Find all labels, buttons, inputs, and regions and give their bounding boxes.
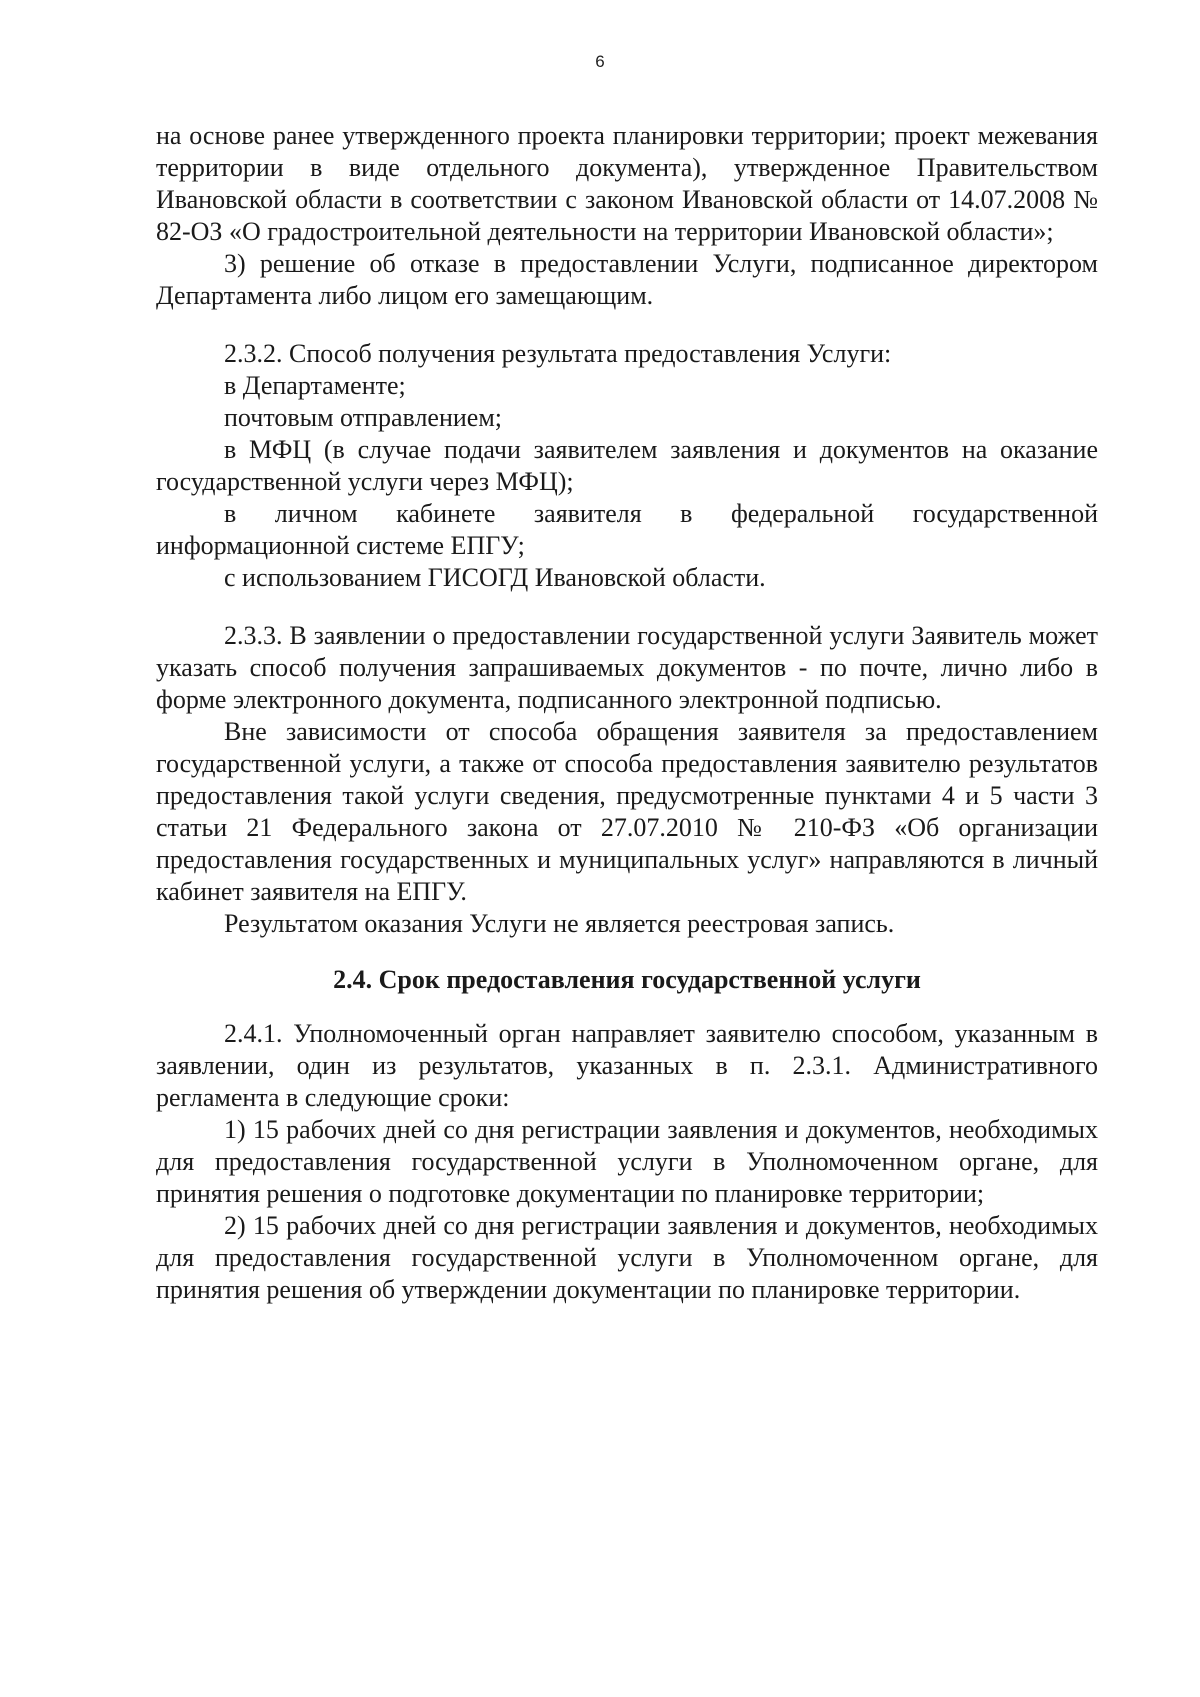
document-body (156, 120, 1098, 1306)
list-item-epgu: в личном кабинете заявителя в федеральной государственной информационной системе ЕПГУ; (156, 499, 1098, 560)
paragraph-approval-continuation: на основе ранее утвержденного проекта планировки территории; проект межевания территории в виде отдельного документа), утвержденное Правительством Ивановской области в соответствии с законом Ивановской области от 14.07.2008 № 82-ОЗ «О градостроительной деятельности на территории Ивановской области»; (156, 121, 1098, 246)
list-item-post: почтовым отправлением; (224, 403, 503, 432)
list-item-term-1: 1) 15 рабочих дней со дня регистрации заявления и документов, необходимых для предоставления государственной услуги в Уполномоченном органе, для принятия решения о подготовке документации по планировке территории; (156, 1115, 1098, 1208)
page-number: 6 (595, 52, 605, 71)
list-item-term-2: 2) 15 рабочих дней со дня регистрации заявления и документов, необходимых для предоставления государственной услуги в Уполномоченном органе, для принятия решения об утверждении документации по планировке территории. (156, 1211, 1098, 1304)
section-heading-2-4: 2.4. Срок предоставления государственной услуги (333, 965, 921, 994)
list-item-gisogd: с использованием ГИСОГД Ивановской области. (224, 563, 766, 592)
paragraph-registry-note: Результатом оказания Услуги не является реестровая запись. (224, 909, 895, 938)
paragraph-2-3-2: 2.3.2. Способ получения результата предоставления Услуги: (224, 339, 892, 368)
paragraph-refusal-decision: 3) решение об отказе в предоставлении Услуги, подписанное директором Департамента либо лицом его замещающим. (156, 249, 1098, 310)
paragraph-2-4-1: 2.4.1. Уполномоченный орган направляет заявителю способом, указанным в заявлении, один из результатов, указанных в п. 2.3.1. Административного регламента в следующие сроки: (156, 1019, 1098, 1112)
list-item-mfc: в МФЦ (в случае подачи заявителем заявления и документов на оказание государственной услуги через МФЦ); (156, 435, 1098, 496)
paragraph-regardless: Вне зависимости от способа обращения заявителя за предоставлением государственной услуги, а также от способа предоставления заявителю результатов предоставления такой услуги сведения, предусмотренные пунктами 4 и 5 части 3 статьи 21 Федерального закона от 27.07.2010 № 210-ФЗ «Об организации предоставления государственных и муниципальных услуг» направляются в личный кабинет заявителя на ЕПГУ. (156, 717, 1098, 906)
paragraph-2-3-3: 2.3.3. В заявлении о предоставлении государственной услуги Заявитель может указать способ получения запрашиваемых документов - по почте, лично либо в форме электронного документа, подписанного электронной подписью. (156, 621, 1098, 714)
list-item-department: в Департаменте; (224, 371, 406, 400)
